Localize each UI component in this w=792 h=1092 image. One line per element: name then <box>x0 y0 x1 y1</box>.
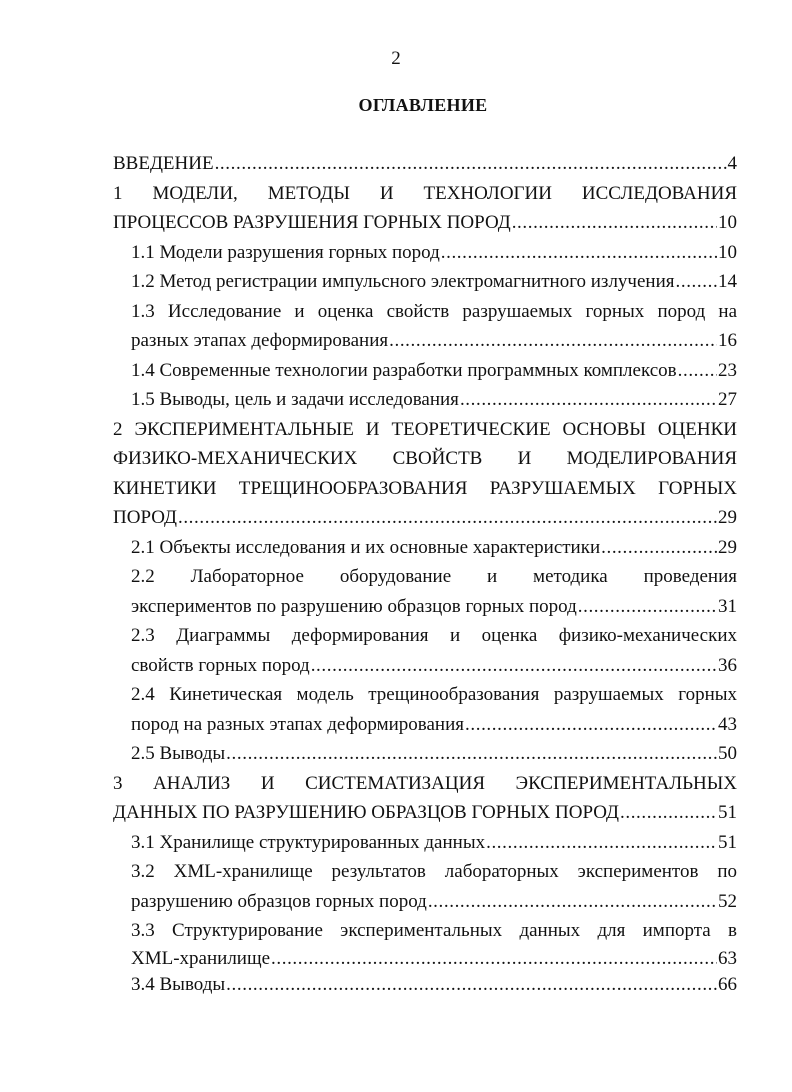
toc-page-number: 10 <box>718 241 737 263</box>
toc-entry-title-line: 2.3 Диаграммы деформирования и оценка физико-механических <box>131 625 737 646</box>
dot-leader <box>460 385 717 415</box>
toc-entry-title: 1.1 Модели разрушения горных пород <box>131 241 440 263</box>
toc-line <box>131 533 737 563</box>
toc-subentry[interactable] <box>113 238 737 268</box>
toc-entry-title: XML-хранилище <box>131 947 271 969</box>
toc-page-number: 16 <box>718 330 737 351</box>
dot-leader <box>678 356 717 386</box>
toc-page-number: 66 <box>718 973 737 995</box>
toc-line <box>131 326 737 356</box>
toc-entry-title: экспериментов по разрушению образцов горных пород <box>131 595 577 617</box>
dot-leader <box>441 238 717 268</box>
toc-subentry[interactable] <box>113 828 737 858</box>
toc-entry-title: 2.1 Объекты исследования и их основные характеристики <box>131 536 601 558</box>
toc-page-number: 36 <box>718 654 737 676</box>
dot-leader <box>620 798 717 828</box>
toc-page-number: 31 <box>718 595 737 617</box>
toc-subentry[interactable] <box>113 356 737 386</box>
toc-page-number: 29 <box>718 536 737 558</box>
toc-entry-title-line: 1 МОДЕЛИ, МЕТОДЫ И ТЕХНОЛОГИИ ИССЛЕДОВАНИЯ <box>113 182 737 204</box>
dot-leader <box>601 533 717 563</box>
toc-subentry[interactable] <box>113 739 737 769</box>
toc-entry-title-line: 3.2 XML-хранилище результатов лабораторных экспериментов по <box>131 861 737 882</box>
toc-entry[interactable] <box>113 149 737 179</box>
toc-line <box>131 651 737 681</box>
toc-title: ОГЛАВЛЕНИЕ <box>358 95 488 115</box>
toc-line <box>113 149 737 179</box>
toc-subentry[interactable] <box>113 857 737 916</box>
toc-entry[interactable] <box>113 415 737 533</box>
toc-entry-title-line: 2.2 Лабораторное оборудование и методика проведения <box>131 566 737 587</box>
toc-line <box>131 385 737 415</box>
toc-subentry[interactable] <box>113 562 737 621</box>
toc-subentry[interactable] <box>113 385 737 415</box>
toc-entry-title: 1.5 Выводы, цель и задачи исследования <box>131 389 459 410</box>
dot-leader <box>428 887 717 917</box>
toc-subentry[interactable] <box>113 680 737 739</box>
dot-leader <box>271 946 717 972</box>
dot-leader <box>389 326 717 356</box>
toc-line <box>113 503 737 533</box>
toc-entry-title: 1.2 Метод регистрации импульсного электромагнитного излучения <box>131 271 675 292</box>
toc-page-number: 51 <box>718 831 737 853</box>
toc-line <box>131 972 737 998</box>
toc-page-number: 27 <box>718 389 737 410</box>
toc-subentry[interactable] <box>113 297 737 356</box>
toc-entry-title: 3.4 Выводы <box>131 973 226 995</box>
toc-entry-title: ПОРОД <box>113 507 177 528</box>
toc-line <box>131 267 737 297</box>
toc-page-number: 4 <box>727 153 737 174</box>
dot-leader <box>178 503 717 533</box>
page-number: 2 <box>391 48 401 69</box>
toc-entry-title: пород на разных этапах деформирования <box>131 713 465 735</box>
toc-page-number: 10 <box>718 212 737 233</box>
toc-entry-title: разрушению образцов горных пород <box>131 890 427 912</box>
dot-leader <box>486 828 717 858</box>
toc-entry-title: ВВЕДЕНИЕ <box>113 153 214 174</box>
toc-line <box>131 946 737 972</box>
toc-page-number: 43 <box>718 713 737 735</box>
dot-leader <box>226 972 717 998</box>
toc-entry-title-line: 1.3 Исследование и оценка свойств разрушаемых горных пород на <box>131 300 737 322</box>
toc-entry-title-line: 2.4 Кинетическая модель трещинообразования разрушаемых горных <box>131 684 737 705</box>
toc-subentry[interactable] <box>113 621 737 680</box>
toc-entry-title: 2.5 Выводы <box>131 743 226 764</box>
toc-entry-title-line: КИНЕТИКИ ТРЕЩИНООБРАЗОВАНИЯ РАЗРУШАЕМЫХ ГОРНЫХ <box>113 477 737 499</box>
toc-entry-title: ДАННЫХ ПО РАЗРУШЕНИЮ ОБРАЗЦОВ ГОРНЫХ ПОРОД <box>113 802 619 823</box>
toc-page-number: 51 <box>718 802 737 823</box>
toc-page-number: 50 <box>718 743 737 764</box>
toc-entry-title-line: ФИЗИКО-МЕХАНИЧЕСКИХ СВОЙСТВ И МОДЕЛИРОВАНИЯ <box>113 448 737 469</box>
toc-subentry[interactable] <box>113 533 737 563</box>
toc-entry-title-line: 3.3 Структурирование экспериментальных данных для импорта в <box>131 920 737 941</box>
toc-entry-title-line: 3 АНАЛИЗ И СИСТЕМАТИЗАЦИЯ ЭКСПЕРИМЕНТАЛЬНЫХ <box>113 772 737 794</box>
toc-page-number: 63 <box>718 947 737 969</box>
toc-page-number: 52 <box>718 890 737 912</box>
toc-line <box>113 208 737 238</box>
dot-leader <box>226 739 717 769</box>
toc-page-number: 29 <box>718 507 737 528</box>
toc-entry[interactable] <box>113 179 737 238</box>
dot-leader <box>465 710 717 740</box>
toc-subentry[interactable] <box>113 972 737 998</box>
toc-entry-title: свойств горных пород <box>131 654 310 676</box>
toc-line <box>113 798 737 828</box>
toc-entry-title-line: 2 ЭКСПЕРИМЕНТАЛЬНЫЕ И ТЕОРЕТИЧЕСКИЕ ОСНОВЫ ОЦЕНКИ <box>113 418 737 440</box>
toc-line <box>131 887 737 917</box>
toc-page-number: 23 <box>718 359 737 381</box>
toc-line <box>131 356 737 386</box>
toc-entry-title: 1.4 Современные технологии разработки программных комплексов <box>131 359 677 381</box>
toc-entry[interactable] <box>113 769 737 828</box>
toc-line <box>131 828 737 858</box>
dot-leader <box>311 651 717 681</box>
dot-leader <box>578 592 717 622</box>
dot-leader <box>512 208 717 238</box>
toc-subentry[interactable] <box>113 267 737 297</box>
toc-subentry[interactable] <box>113 916 737 972</box>
toc-line <box>131 592 737 622</box>
toc-line <box>131 739 737 769</box>
dot-leader <box>676 267 718 297</box>
table-of-contents <box>113 149 737 998</box>
toc-page-number: 14 <box>718 271 737 292</box>
toc-entry-title: разных этапах деформирования <box>131 330 389 351</box>
toc-line <box>131 238 737 268</box>
toc-line <box>131 710 737 740</box>
toc-entry-title: ПРОЦЕССОВ РАЗРУШЕНИЯ ГОРНЫХ ПОРОД <box>113 212 511 233</box>
toc-entry-title: 3.1 Хранилище структурированных данных <box>131 831 486 853</box>
dot-leader <box>215 149 727 179</box>
